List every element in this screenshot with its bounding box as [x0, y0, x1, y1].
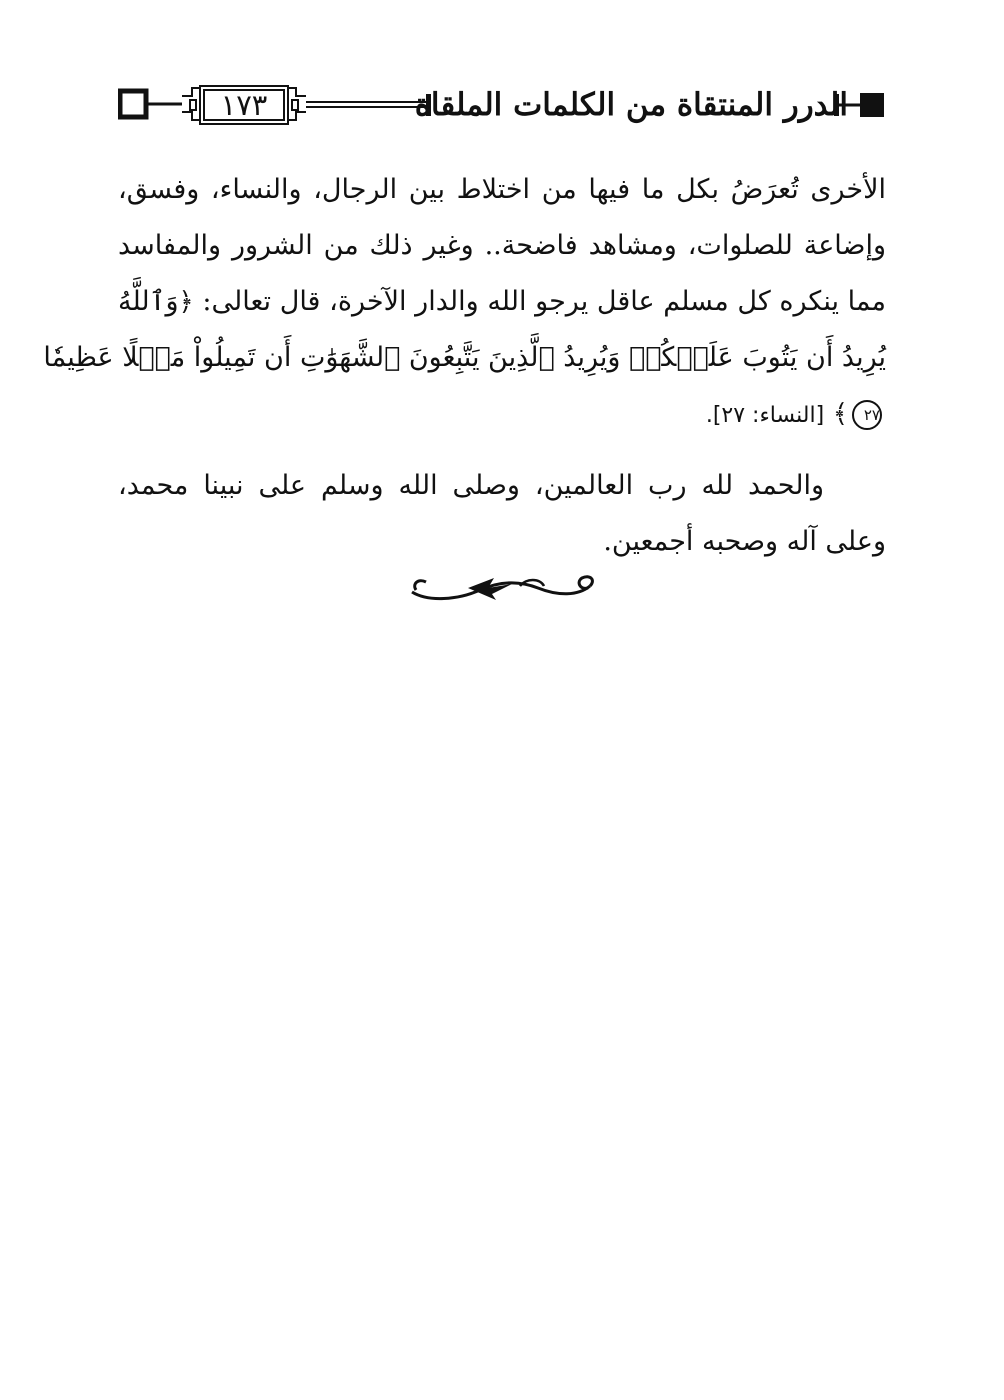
book-title: الدرر المنتقاة من الكلمات الملقاة — [414, 87, 848, 123]
header-left-square — [120, 91, 146, 117]
paragraph-1-line-2: وإضاعة للصلوات، ومشاهد فاضحة.. وغير ذلك من الشرور والمفاسد — [118, 230, 886, 261]
paragraph-2 — [118, 458, 886, 570]
verse-citation: [النساء: ٢٧]. — [705, 403, 825, 428]
page-content — [43, 162, 886, 570]
paragraph-1 — [43, 162, 886, 444]
page-header — [118, 74, 886, 136]
paragraph-2-line-2: وعلى آله وصحبه أجمعين. — [603, 526, 886, 557]
verse-line: يُرِيدُ أَن يَتُوبَ عَلَيۡكُمۡ وَيُرِيدُ ٱلَّذِينَ يَتَّبِعُونَ ٱلشَّهَوَٰتِ أَن تَمِيلُواْ مَيۡلًا عَظِيمٗا — [43, 342, 886, 373]
quran-close-bracket: ﴾ — [832, 399, 848, 429]
header-right-square — [860, 93, 884, 117]
verse-intro: مما ينكره كل مسلم عاقل يرجو الله والدار الآخرة، قال تعالى: — [202, 286, 886, 317]
verse-end-line — [118, 386, 886, 444]
paragraph-1-line-3 — [118, 274, 886, 330]
ayah-number-marker: ٢٧ — [852, 400, 882, 430]
page-number: ١٧٣ — [220, 88, 268, 122]
quran-open-bracket: ﴿ — [178, 287, 194, 317]
paragraph-1-line-1: الأخرى تُعرَضُ بكل ما فيها من اختلاط بين الرجال، والنساء، وفسق، — [118, 174, 886, 205]
end-ornament — [408, 570, 598, 604]
paragraph-2-line-1: والحمد لله رب العالمين، وصلى الله وسلم على نبينا محمد، — [118, 470, 824, 501]
verse-start: وَٱللَّهُ — [118, 286, 179, 317]
